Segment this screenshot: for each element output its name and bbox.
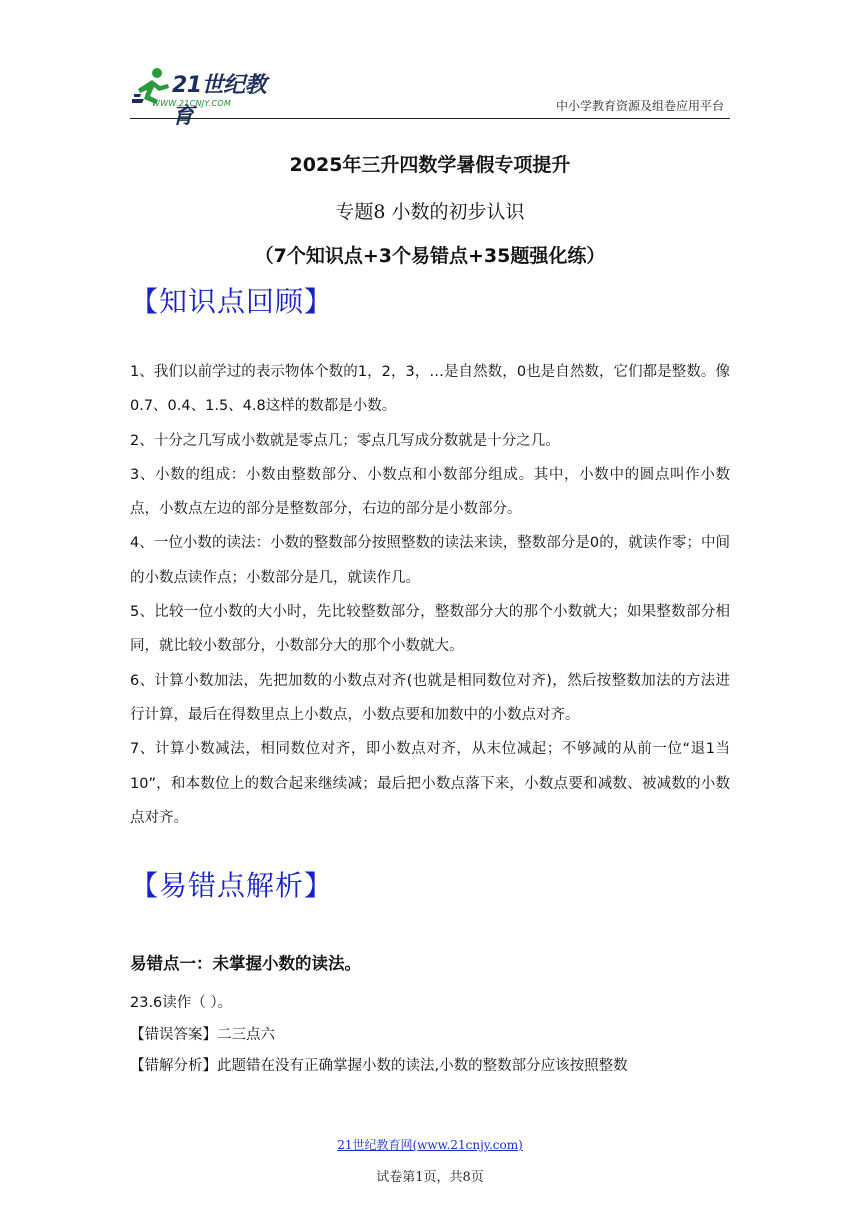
page-number: 试卷第1页，共8页 [376,1170,484,1185]
knowledge-point-4: 4、一位小数的读法：小数的整数部分按照整数的读法来读，整数部分是0的，就读作零；中间的小数点读作点；小数部分是几，就读作几。 [130,535,730,586]
error-point-1-title: 易错点一：未掌握小数的读法。 [130,954,361,973]
page-header [130,60,730,129]
knowledge-point-3: 3、小数的组成：小数由整数部分、小数点和小数部分组成。其中，小数中的圆点叫作小数点，小数点左边的部分是整数部分，右边的部分是小数部分。 [130,466,730,518]
question-text: 23.6读作（ ）。 [130,995,233,1011]
footer-link[interactable]: 21世纪教育网(www.21cnjy.com) [337,1138,523,1152]
knowledge-point-5: 5、比较一位小数的大小时，先比较整数部分，整数部分大的那个小数就大；如果整数部分相同，就比较小数部分，小数部分大的那个小数就大。 [130,604,730,655]
logo-text: 21世纪教育 [172,73,267,129]
knowledge-point-6: 6、计算小数加法，先把加数的小数点对齐(也就是相同数位对齐)，然后按整数加法的方法进行计算，最后在得数里点上小数点，小数点要和加数中的小数点对齐。 [130,672,730,723]
wrong-answer: 【错误答案】二三点六 [130,1026,275,1043]
header-platform-text: 中小学教育资源及组卷应用平台 [555,99,724,113]
error-analysis: 【错解分析】此题错在没有正确掌握小数的读法,小数的整数部分应该按照整数 [130,1058,628,1074]
document-subtitle: 专题8 小数的初步认识 [335,201,525,223]
errors-heading: 【易错点解析】 [130,869,334,902]
knowledge-point-1: 1、我们以前学过的表示物体个数的1，2，3，…是自然数，0也是自然数，它们都是整数。像0.7、0.4、1.5、4.8这样的数都是小数。 [130,364,730,415]
document-scope: （7个知识点+3个易错点+35题强化练） [254,245,606,267]
knowledge-point-7: 7、计算小数减法，相同数位对齐，即小数点对齐，从末位减起；不够减的从前一位“退1当10”，和本数位上的数合起来继续减；最后把小数点落下来，小数点要和减数、被减数的小数点对齐。 [130,741,730,826]
knowledge-point-2: 2、十分之几写成小数就是零点几；零点几写成分数就是十分之几。 [130,432,560,449]
document-title: 2025年三升四数学暑假专项提升 [289,154,571,176]
logo-url: WWW.21CNJY.COM [152,99,232,108]
logo [130,66,280,129]
error-point-1-body [130,988,730,1083]
knowledge-heading: 【知识点回顾】 [130,285,334,318]
knowledge-points [130,355,730,835]
